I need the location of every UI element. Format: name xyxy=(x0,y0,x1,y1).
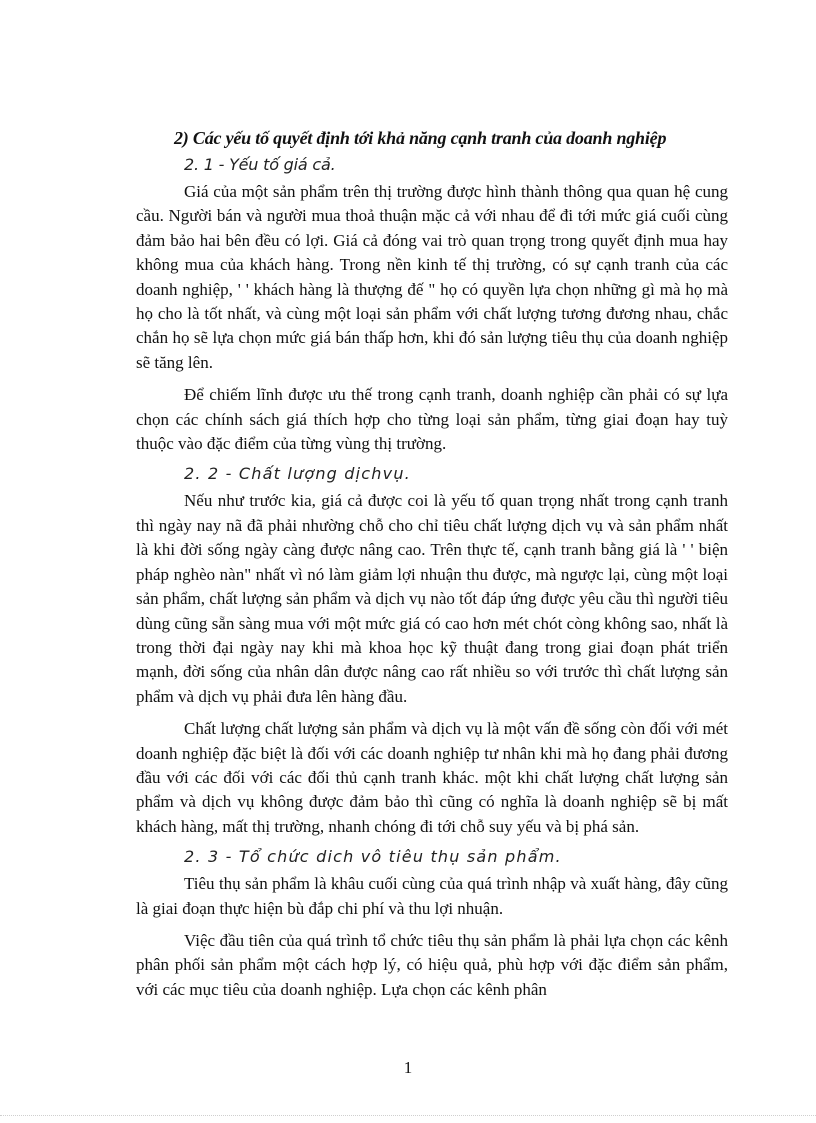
section-heading: 2) Các yếu tố quyết định tới khả năng cạnh tranh của doanh nghiệp xyxy=(174,128,667,148)
paragraph: Giá của một sản phẩm trên thị trường được hình thành thông qua quan hệ cung cầu. Người bán và người mua thoả thuận mặc cả với nhau để đi tới mức giá cuối cùng đảm bảo hai bên đều có lợi. Giá cả đóng vai trò quan trọng trong quyết định mua hay không mua của khách hàng. Trong nền kinh tế thị trường, có sự cạnh tranh của các doanh nghiệp, ' ' khách hàng là thượng đế " họ có quyền lựa chọn những gì mà họ mà họ cho là tốt nhất, và cùng một loại sản phẩm với chất lượng tương đương nhau, chắc chắn họ sẽ lựa chọn mức giá bán thấp hơn, khi đó sản lượng tiêu thụ của doanh nghiệp sẽ tăng lên. xyxy=(136,182,728,372)
paragraph: Để chiếm lĩnh được ưu thế trong cạnh tranh, doanh nghiệp cần phải có sự lựa chọn các chính sách giá thích hợp cho từng loại sản phẩm, từng giai đoạn hay tuỳ thuộc vào đặc điểm của từng vùng thị trường. xyxy=(136,385,728,454)
paragraph: Nếu như trước kia, giá cả được coi là yếu tố quan trọng nhất trong cạnh tranh thì ngày nay nã đã phải nhường chỗ cho chỉ tiêu chất lượng dịch vụ và sản phẩm nhất là khi đời sống ngày càng được nâng cao. Trên thực tế, cạnh tranh bằng giá là ' ' biện pháp nghèo nàn" nhất vì nó làm giảm lợi nhuận thu được, mà ngược lại, cùng một loại sản phẩm, chất lượng sản phẩm và dịch vụ nào tốt đáp ứng được yêu cầu thì người tiêu dùng cũng sẵn sàng mua với một mức giá có cao hơn mét chót còng không sao, nhất là trong thời đại ngày nay khi mà khoa học kỹ thuật đang trong giai đoạn phát triển mạnh, đời sống của nhân dân được nâng cao rất nhiều so với trước thì chất lượng sản phẩm và dịch vụ phải đưa lên hàng đầu. xyxy=(136,491,728,706)
subheading-sales-organization: 2. 3 - Tổ chức dich vô tiêu thụ sản phẩm. xyxy=(184,847,562,867)
paragraph: Chất lượng chất lượng sản phẩm và dịch vụ là một vấn đề sống còn đối với mét doanh nghiệp đặc biệt là đối với các doanh nghiệp tư nhân khi mà họ đang phải đương đầu với các đối với các đối thủ cạnh tranh khác. một khi chất lượng chất lượng sản phẩm và dịch vụ không được đảm bảo thì cũng có nghĩa là doanh nghiệp sẽ bị mất khách hàng, mất thị trường, nhanh chóng đi tới chỗ suy yếu và bị phá sản. xyxy=(136,719,728,836)
subheading-service-quality: 2. 2 - Chất lượng dịchvụ. xyxy=(184,464,411,484)
page-bottom-border xyxy=(0,1115,816,1116)
paragraph: Việc đầu tiên của quá trình tổ chức tiêu thụ sản phẩm là phải lựa chọn các kênh phân phối sản phẩm một cách hợp lý, có hiệu quả, phù hợp với đặc điểm sản phẩm, với các mục tiêu của doanh nghiệp. Lựa chọn các kênh phân xyxy=(136,930,728,999)
subheading-price: 2. 1 - Yếu tố giá cả. xyxy=(184,155,336,174)
paragraph: Tiêu thụ sản phẩm là khâu cuối cùng của quá trình nhập và xuất hàng, đây cũng là giai đoạn thực hiện bù đắp chi phí và thu lợi nhuận. xyxy=(136,874,728,918)
page-content xyxy=(136,128,728,1010)
page-number: 1 xyxy=(403,1058,413,1077)
